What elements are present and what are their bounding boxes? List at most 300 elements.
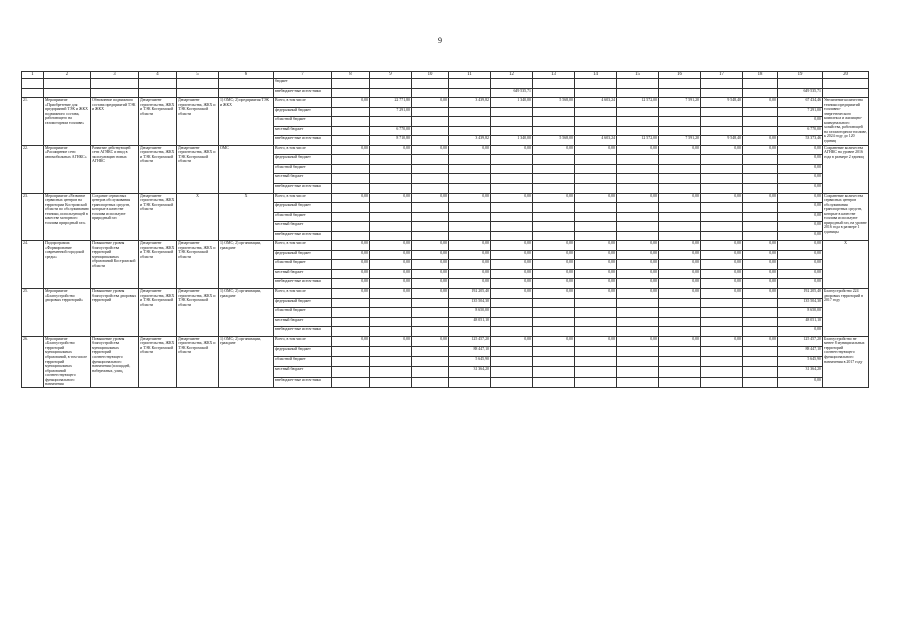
value-cell [412,212,449,222]
value-cell: 0,00 [617,336,659,346]
value-cell: 7 591,20 [659,98,701,108]
value-cell [617,298,659,308]
value-cell [743,155,778,165]
value-cell: 4 603,24 [575,136,617,146]
value-cell [701,367,743,377]
value-cell [533,308,575,318]
value-cell [659,88,701,98]
entry-responsible: Департамент строительства, ЖКХ и ТЭК Костромской области [139,289,177,337]
value-cell: 0,00 [332,289,370,299]
value-cell [659,346,701,356]
header-cell: 7 [274,72,332,79]
value-cell: 0,00 [659,260,701,270]
value-cell [370,212,412,222]
value-cell [659,117,701,127]
value-cell [412,308,449,318]
value-cell: 0,00 [778,250,823,260]
value-cell [491,126,533,136]
value-cell: 0,00 [743,250,778,260]
value-cell: 0,00 [743,260,778,270]
entry-result: Увеличение количества техники предприятий топливно-энергетического комплекса и жилищно-коммунального хозяйства, работающей на газомоторном топливе, к 2024 году до 120 единиц [823,98,869,146]
source-cell: внебюджет-ные источ-ники [274,88,332,98]
entry-number: 24. [22,241,44,289]
value-cell [533,184,575,194]
value-cell [701,308,743,318]
value-cell: 0,00 [575,269,617,279]
value-cell [617,174,659,184]
value-cell [743,222,778,232]
value-cell [412,346,449,356]
entry-participant: Департамент строительства, ЖКХ и ТЭК Костромской области [177,98,219,146]
value-cell [370,117,412,127]
value-cell: 0,00 [659,193,701,203]
table-row [22,98,869,108]
entry-result: Сохранение количества АГНКС на уровне 2016 года в размере 2 единиц [823,145,869,193]
header-cell: 14 [575,72,617,79]
entry-recipient: ОМС [219,145,274,193]
value-cell: 0,00 [412,269,449,279]
value-cell: 0,00 [533,269,575,279]
empty-cell [823,88,869,98]
value-cell [370,377,412,387]
value-cell: 0,00 [778,241,823,251]
value-cell [533,222,575,232]
value-cell [701,107,743,117]
value-cell: 0,00 [617,145,659,155]
value-cell [533,377,575,387]
value-cell [659,327,701,337]
header-cell: 15 [617,72,659,79]
value-cell [701,231,743,241]
value-cell [533,203,575,213]
source-cell: бюджет [274,79,332,89]
value-cell: 192 205,40 [449,289,491,299]
value-cell [412,298,449,308]
value-cell: 0,00 [701,241,743,251]
value-cell [575,212,617,222]
value-cell: 0,00 [659,250,701,260]
value-cell: 0,00 [778,174,823,184]
value-cell [533,88,575,98]
value-cell: 0,00 [449,250,491,260]
value-cell [370,203,412,213]
value-cell [412,377,449,387]
value-cell [617,155,659,165]
value-cell [659,377,701,387]
value-cell [370,79,412,89]
header-cell: 5 [177,72,219,79]
source-cell: местный бюджет [274,174,332,184]
value-cell [743,308,778,318]
value-cell: 135 504,30 [778,298,823,308]
value-cell [449,126,491,136]
value-cell: 8 710,80 [370,136,412,146]
value-cell [412,327,449,337]
value-cell [332,107,370,117]
value-cell: 0,00 [533,250,575,260]
value-cell [617,79,659,89]
value-cell [533,367,575,377]
value-cell: 88 447,10 [778,346,823,356]
value-cell [575,298,617,308]
value-cell: 8 650,00 [449,308,491,318]
value-cell [701,317,743,327]
value-cell: 0,00 [332,279,370,289]
value-cell: 0,00 [533,260,575,270]
value-cell [617,327,659,337]
value-cell [575,367,617,377]
value-cell [332,377,370,387]
value-cell [743,88,778,98]
value-cell [743,298,778,308]
value-cell: 0,00 [659,279,701,289]
value-cell [575,203,617,213]
value-cell: 7 291,00 [778,107,823,117]
empty-cell [823,79,869,89]
entry-name: Мероприятие «Благоустройство территорий муниципальных образований, в том числе территорий муниципальных образований соответствующего функционального назначения [44,336,91,387]
value-cell [575,107,617,117]
source-cell: федеральный бюджет [274,250,332,260]
value-cell: 0,00 [412,289,449,299]
value-cell [491,317,533,327]
value-cell [701,174,743,184]
value-cell [332,231,370,241]
value-cell: 48 051,10 [778,317,823,327]
value-cell [449,184,491,194]
value-cell [332,298,370,308]
value-cell [743,164,778,174]
value-cell: 0,00 [575,336,617,346]
value-cell: 0,00 [332,193,370,203]
value-cell [743,212,778,222]
header-cell: 6 [219,72,274,79]
value-cell: 0,00 [743,136,778,146]
value-cell [743,346,778,356]
value-cell [701,184,743,194]
source-cell: местный бюджет [274,126,332,136]
value-cell [701,117,743,127]
entry-goal: Обновление подвижного состава предприятий ТЭК и ЖКХ [91,98,139,146]
value-cell: 0,00 [412,336,449,346]
entry-goal: Повышение уровня благоустройства дворовых территорий [91,289,139,337]
value-cell: 0,00 [778,279,823,289]
value-cell [743,203,778,213]
value-cell [412,164,449,174]
value-cell: 0,00 [617,193,659,203]
value-cell [370,346,412,356]
value-cell: 0,00 [575,241,617,251]
continuation-row [22,88,869,98]
value-cell: 0,00 [449,260,491,270]
value-cell: 0,00 [449,145,491,155]
value-cell: 31 364,20 [449,367,491,377]
value-cell: 0,00 [533,145,575,155]
header-cell: 8 [332,72,370,79]
value-cell: 12 572,00 [617,98,659,108]
source-cell: местный бюджет [274,269,332,279]
value-cell: 0,00 [533,289,575,299]
value-cell [617,88,659,98]
source-cell: Всего, в том числе [274,336,332,346]
value-cell [575,308,617,318]
value-cell [575,377,617,387]
value-cell [370,155,412,165]
value-cell: 0,00 [659,269,701,279]
value-cell: 0,00 [701,269,743,279]
value-cell [701,327,743,337]
value-cell: 0,00 [370,145,412,155]
value-cell: 0,00 [412,145,449,155]
value-cell: 0,00 [701,289,743,299]
value-cell [575,357,617,367]
value-cell: 0,00 [491,336,533,346]
value-cell [533,357,575,367]
value-cell: 0,00 [332,336,370,346]
value-cell [575,184,617,194]
value-cell [491,231,533,241]
source-cell: федеральный бюджет [274,298,332,308]
value-cell: 9 548,40 [701,98,743,108]
value-cell: 0,00 [491,279,533,289]
header-cell: 11 [449,72,491,79]
value-cell: 0,00 [491,269,533,279]
value-cell [370,367,412,377]
value-cell: 0,00 [743,269,778,279]
value-cell: 649 535,71 [491,88,533,98]
value-cell [575,79,617,89]
table-row [22,193,869,203]
entry-responsible: Департамент строительства, ЖКХ и ТЭК Костромской области [139,193,177,241]
value-cell: 0,00 [701,336,743,346]
value-cell [617,107,659,117]
value-cell: 0,00 [659,289,701,299]
value-cell [491,117,533,127]
table-row [22,336,869,346]
entry-participant: Департамент строительства, ЖКХ и ТЭК Костромской области [177,145,219,193]
value-cell [533,126,575,136]
value-cell [659,357,701,367]
value-cell [449,212,491,222]
header-cell: 1 [22,72,44,79]
value-cell: 5 645,90 [449,357,491,367]
value-cell [659,298,701,308]
value-cell [533,107,575,117]
source-cell: федеральный бюджет [274,346,332,356]
value-cell: 0,00 [778,260,823,270]
value-cell: 0,00 [778,222,823,232]
value-cell: 0,00 [778,145,823,155]
value-cell [449,327,491,337]
entry-goal: Повышение уровня благоустройства территорий муниципальных образований Костромской области [91,241,139,289]
value-cell [743,184,778,194]
value-cell [659,222,701,232]
value-cell: 0,00 [575,260,617,270]
value-cell [491,164,533,174]
header-cell: 19 [778,72,823,79]
value-cell: 0,00 [617,250,659,260]
entry-name: Мероприятие «Благоустройство дворовых территорий» [44,289,91,337]
value-cell [412,136,449,146]
source-cell: областной бюджет [274,117,332,127]
entry-participant: Департамент строительства, ЖКХ и ТЭК Костромской области [177,336,219,387]
value-cell: 125 457,20 [449,336,491,346]
value-cell: 0,00 [743,279,778,289]
value-cell [370,327,412,337]
value-cell: 0,00 [617,279,659,289]
value-cell: 0,00 [701,260,743,270]
value-cell [575,126,617,136]
value-cell: 0,00 [412,241,449,251]
value-cell [743,174,778,184]
source-cell: федеральный бюджет [274,155,332,165]
value-cell [533,117,575,127]
header-cell: 13 [533,72,575,79]
empty-cell [219,79,274,89]
value-cell [617,164,659,174]
source-cell: федеральный бюджет [274,203,332,213]
value-cell [449,107,491,117]
value-cell [617,357,659,367]
source-cell: Всего, в том числе [274,289,332,299]
value-cell [659,174,701,184]
header-cell: 17 [701,72,743,79]
continuation-row [22,79,869,89]
value-cell [370,164,412,174]
entry-result: X [823,241,869,289]
table-row [22,241,869,251]
value-cell [659,164,701,174]
value-cell [617,117,659,127]
value-cell [659,308,701,318]
value-cell: 0,00 [533,193,575,203]
value-cell [412,79,449,89]
empty-cell [219,88,274,98]
value-cell [332,155,370,165]
value-cell [533,298,575,308]
value-cell: 0,00 [575,289,617,299]
value-cell [449,155,491,165]
value-cell [659,317,701,327]
value-cell: 0,00 [778,327,823,337]
value-cell: 5 645,90 [778,357,823,367]
value-cell [332,174,370,184]
value-cell: 8 650,00 [778,308,823,318]
value-cell [701,346,743,356]
page-number: 9 [438,36,442,45]
value-cell [449,117,491,127]
value-cell: 0,00 [370,193,412,203]
value-cell [332,308,370,318]
value-cell: 0,00 [491,145,533,155]
value-cell [332,222,370,232]
value-cell [659,155,701,165]
value-cell: 0,00 [449,279,491,289]
source-cell: Всего, в том числе [274,145,332,155]
value-cell [412,231,449,241]
value-cell [617,231,659,241]
value-cell: 1 340,00 [491,136,533,146]
entry-result: Сохранение количества сервисных центров обслуживания транспортных средств, которые в качестве топлива используют природный газ, на уровне 2016 года в размере 1 единицы [823,193,869,241]
source-cell: областной бюджет [274,308,332,318]
value-cell: 0,00 [778,184,823,194]
header-cell: 16 [659,72,701,79]
value-cell [575,231,617,241]
value-cell [701,222,743,232]
source-cell: внебюджет-ные источ-ники [274,231,332,241]
entry-number: 22. [22,145,44,193]
value-cell [617,203,659,213]
value-cell [491,79,533,89]
header-cell: 20 [823,72,869,79]
value-cell [743,327,778,337]
source-cell: местный бюджет [274,222,332,232]
source-cell: местный бюджет [274,367,332,377]
value-cell: 4 603,24 [575,98,617,108]
value-cell: 0,00 [575,279,617,289]
value-cell [575,164,617,174]
value-cell [743,126,778,136]
value-cell [701,79,743,89]
value-cell [449,203,491,213]
source-cell: местный бюджет [274,317,332,327]
value-cell [491,222,533,232]
source-cell: областной бюджет [274,357,332,367]
source-cell: Всего, в том числе [274,241,332,251]
source-cell: внебюджет-ные источ-ники [274,136,332,146]
value-cell [332,88,370,98]
value-cell [617,317,659,327]
entry-result: Благоустройство 224 дворовых территорий в 2017 году [823,289,869,337]
value-cell [701,357,743,367]
source-cell: внебюджет-ные источ-ники [274,377,332,387]
value-cell [575,88,617,98]
value-cell [412,174,449,184]
value-cell: 0,00 [701,145,743,155]
value-cell: 7 591,20 [659,136,701,146]
value-cell: 0,00 [575,145,617,155]
value-cell [659,107,701,117]
value-cell [778,79,823,89]
entry-participant: Департамент строительства, ЖКХ и ТЭК Костромской области [177,289,219,337]
value-cell: 0,00 [332,250,370,260]
value-cell [701,88,743,98]
value-cell [332,117,370,127]
value-cell [659,367,701,377]
value-cell: 0,00 [617,289,659,299]
value-cell [332,212,370,222]
value-cell: 0,00 [743,145,778,155]
value-cell: 0,00 [778,212,823,222]
value-cell [332,164,370,174]
value-cell [743,317,778,327]
value-cell [617,377,659,387]
value-cell [575,174,617,184]
entry-number: 23. [22,193,44,241]
value-cell: 0,00 [743,336,778,346]
value-cell [533,212,575,222]
entry-participant: Департамент строительства, ЖКХ и ТЭК Костромской области [177,241,219,289]
entry-recipient: 1) ОМС; 2) организации, граждане [219,241,274,289]
value-cell [491,357,533,367]
entry-recipient: 1) ОМС; 2) организации, граждане [219,289,274,337]
value-cell [370,308,412,318]
value-cell [412,203,449,213]
source-cell: областной бюджет [274,212,332,222]
entry-number: 26. [22,336,44,387]
value-cell: 0,00 [778,164,823,174]
value-cell [533,174,575,184]
value-cell: 12 572,00 [617,136,659,146]
